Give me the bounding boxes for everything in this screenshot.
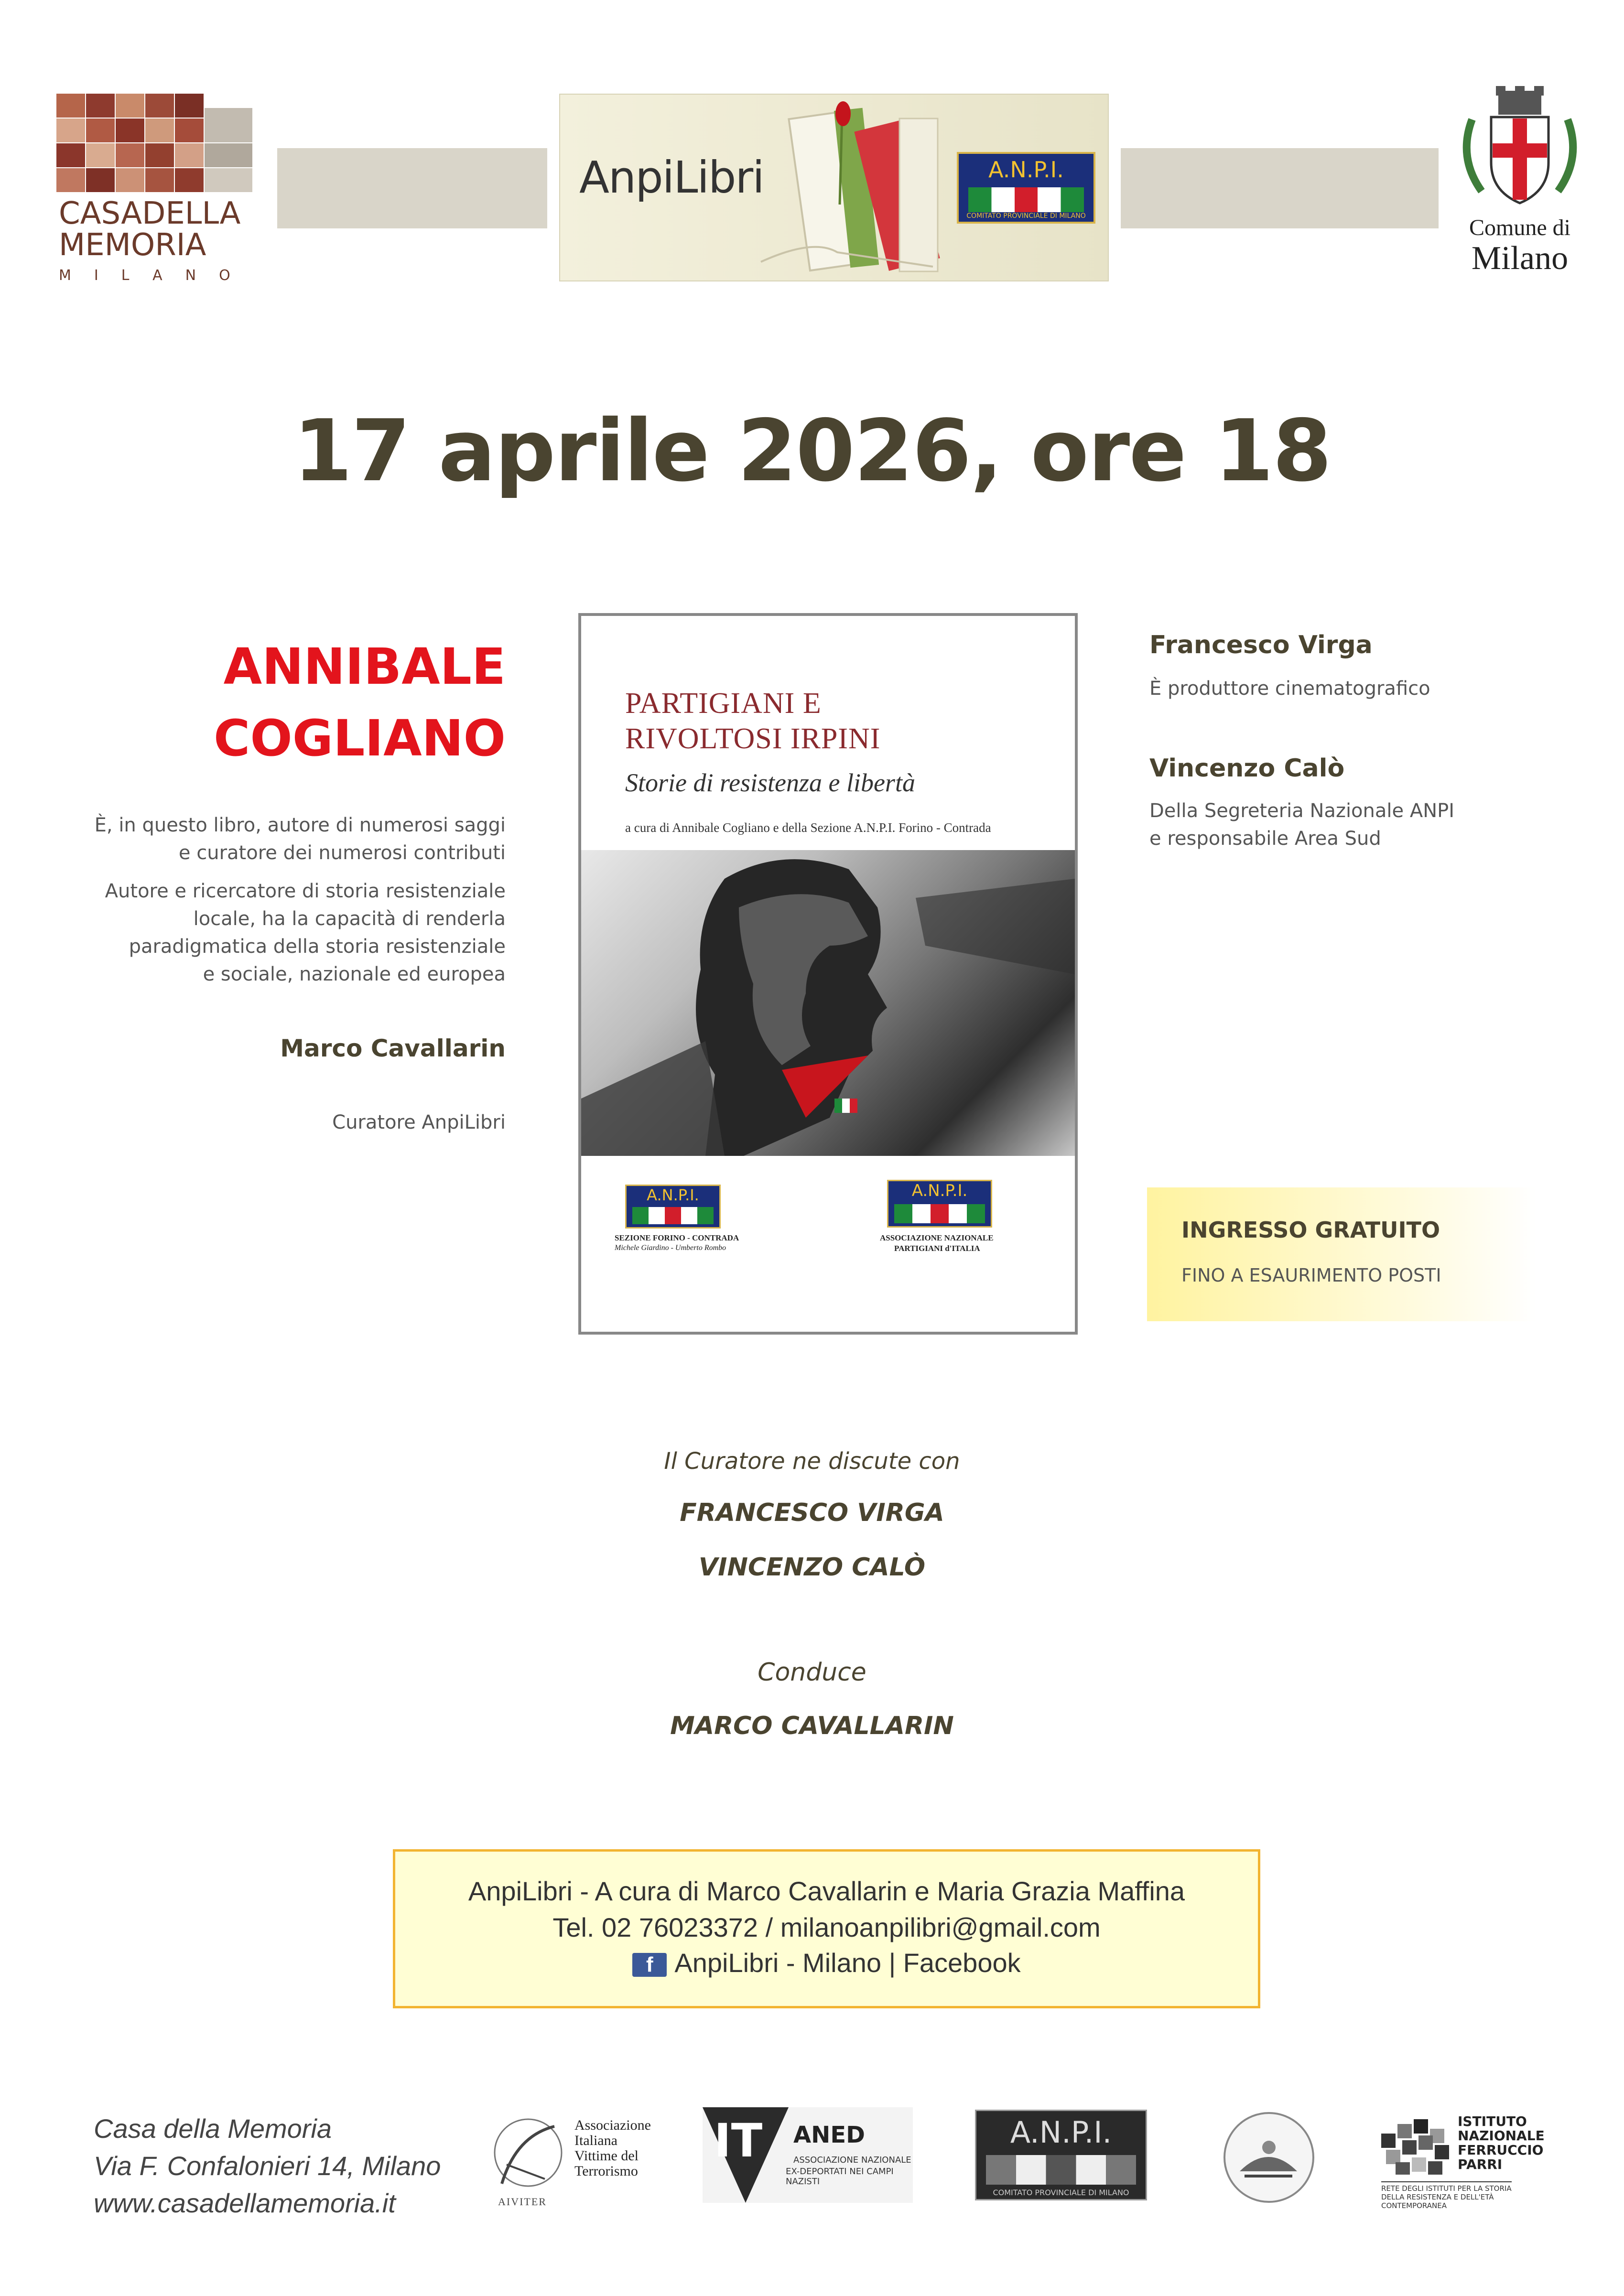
footer-address-2: Via F. Confalonieri 14, Milano bbox=[94, 2151, 441, 2181]
parri-s3: CONTEMPORANEA bbox=[1381, 2201, 1447, 2210]
anpi-footer-logo bbox=[975, 2110, 1147, 2200]
casa-mosaic-icon bbox=[56, 94, 262, 285]
book-subtitle: Storie di resistenza e libertà bbox=[625, 768, 915, 797]
aned-name: ANED bbox=[793, 2122, 865, 2148]
anpilibri-banner bbox=[559, 94, 1109, 281]
facebook-link[interactable]: AnpiLibri - Milano | Facebook bbox=[674, 1948, 1021, 1978]
speaker-desc-2-line1: Della Segreteria Nazionale ANPI bbox=[1149, 800, 1455, 822]
tricolor-stripe-left bbox=[632, 1207, 714, 1224]
comune-di-milano-logo bbox=[1453, 81, 1587, 282]
book-anpi-left-label: A.N.P.I. bbox=[647, 1186, 699, 1204]
book-caption-left-1: SEZIONE FORINO - CONTRADA bbox=[615, 1233, 739, 1242]
aiviter-logo bbox=[487, 2102, 660, 2215]
author-name-line1: ANNIBALE bbox=[223, 637, 506, 696]
author-description-1 bbox=[95, 811, 506, 867]
istituto-parri-logo bbox=[1381, 2113, 1545, 2210]
contact-line-3[interactable] bbox=[395, 1947, 1258, 1978]
curator-role: Curatore AnpiLibri bbox=[332, 1111, 506, 1133]
entry-subtitle: FINO A ESAURIMENTO POSTI bbox=[1181, 1265, 1441, 1286]
comune-line2: Milano bbox=[1471, 240, 1569, 277]
author-desc1-line1: È, in questo libro, autore di numerosi saggi bbox=[94, 814, 506, 836]
banner-anpi-sub: COMITATO PROVINCIALE DI MILANO bbox=[966, 212, 1086, 220]
casa-logo-line1: CASADELLA bbox=[59, 196, 241, 231]
contact-line-2[interactable]: Tel. 02 76023372 / milanoanpilibri@gmail.com bbox=[552, 1912, 1101, 1942]
books-icon bbox=[742, 95, 942, 281]
speaker-desc-1: È produttore cinematografico bbox=[1149, 678, 1430, 700]
book-cover-illustration bbox=[581, 850, 1075, 1156]
parri-name bbox=[1458, 2114, 1545, 2172]
book-caption-left-2: Michele Giardino - Umberto Rombo bbox=[615, 1244, 726, 1252]
aiviter-l4: Terrorismo bbox=[574, 2163, 638, 2179]
footer-address-1: Casa della Memoria bbox=[94, 2113, 332, 2144]
aned-it: IT bbox=[714, 2114, 763, 2167]
book-editors: a cura di Annibale Cogliano e della Sezione A.N.P.I. Forino - Contrada bbox=[625, 820, 991, 835]
aned-sub-2: EX-DEPORTATI NEI CAMPI NAZISTI bbox=[786, 2167, 894, 2187]
event-date-title: 17 aprile 2026, ore 18 bbox=[293, 401, 1331, 500]
parri-l3: FERRUCCIO bbox=[1458, 2142, 1544, 2158]
partisan-portrait-icon bbox=[581, 850, 1075, 1156]
speaker-name-1: Francesco Virga bbox=[1149, 631, 1373, 659]
author-desc2-line3: paradigmatica della storia resistenziale bbox=[129, 936, 506, 958]
aiviter-brand: AIVITER bbox=[498, 2196, 547, 2208]
parri-l2: NAZIONALE bbox=[1458, 2128, 1545, 2144]
program-intro: Il Curatore ne discute con bbox=[664, 1448, 960, 1475]
book-title-line2: RIVOLTOSI IRPINI bbox=[625, 722, 881, 755]
aned-sub-1: ASSOCIAZIONE NAZIONALE bbox=[793, 2155, 911, 2165]
banner-title: AnpiLibri bbox=[579, 152, 764, 203]
program-guest-2: VINCENZO CALÒ bbox=[698, 1553, 926, 1582]
program-host: MARCO CAVALLARIN bbox=[670, 1712, 954, 1740]
aned-logo bbox=[703, 2107, 913, 2203]
book-caption-right-1: ASSOCIAZIONE NAZIONALE bbox=[880, 1233, 994, 1242]
entry-box bbox=[1147, 1187, 1537, 1321]
parri-mosaic-icon bbox=[1381, 2119, 1453, 2177]
curator-name: Marco Cavallarin bbox=[280, 1035, 506, 1062]
casa-logo-line2: MEMORIA bbox=[59, 227, 206, 263]
author-name-line2: COGLIANO bbox=[214, 709, 506, 767]
aiviter-l1: Associazione bbox=[574, 2117, 651, 2133]
anpi-footer-sub: COMITATO PROVINCIALE DI MILANO bbox=[993, 2188, 1129, 2197]
parri-l1: ISTITUTO bbox=[1458, 2113, 1527, 2129]
parri-s1: RETE DEGLI ISTITUTI PER LA STORIA bbox=[1381, 2184, 1512, 2193]
contact-box bbox=[393, 1849, 1260, 2008]
author-name bbox=[214, 631, 506, 774]
facebook-icon[interactable]: f bbox=[632, 1953, 667, 1977]
author-desc2-line2: locale, ha la capacità di renderla bbox=[193, 908, 506, 930]
aiviter-l2: Italiana bbox=[574, 2133, 617, 2148]
speaker-desc-2-line2: e responsabile Area Sud bbox=[1149, 828, 1381, 850]
book-title-line1: PARTIGIANI E bbox=[625, 687, 822, 720]
aiviter-l3: Vittime del bbox=[574, 2148, 639, 2164]
book-cover bbox=[578, 613, 1078, 1335]
tricolor-stripe bbox=[968, 187, 1084, 212]
comune-line1: Comune di bbox=[1469, 215, 1570, 240]
author-desc2-line1: Autore e ricercatore di storia resistenziale bbox=[105, 880, 506, 902]
tricolor-stripe-right bbox=[894, 1204, 985, 1223]
program-host-label: Conduce bbox=[758, 1658, 866, 1687]
author-desc1-line2: e curatore dei numerosi contributi bbox=[178, 842, 506, 864]
banner-anpi-badge bbox=[957, 152, 1095, 224]
parri-l4: PARRI bbox=[1458, 2156, 1503, 2172]
parri-sub bbox=[1381, 2181, 1512, 2210]
parri-s2: DELLA RESISTENZA E DELL'ETÀ bbox=[1381, 2193, 1494, 2201]
author-desc2-line4: e sociale, nazionale ed europea bbox=[203, 963, 506, 985]
anpi-footer-stripe bbox=[986, 2155, 1136, 2185]
book-anpi-badge-right bbox=[887, 1180, 992, 1228]
seal-emblem-icon bbox=[1225, 2114, 1312, 2201]
header-band-right bbox=[1121, 148, 1439, 228]
header-band-left bbox=[277, 148, 547, 228]
entry-title: INGRESSO GRATUITO bbox=[1181, 1217, 1440, 1243]
author-description-2 bbox=[105, 877, 506, 988]
casa-della-memoria-logo bbox=[56, 94, 262, 285]
book-caption-right-2: PARTIGIANI d'ITALIA bbox=[894, 1244, 980, 1253]
casa-logo-line3: MILANO bbox=[59, 267, 253, 284]
milano-crest-icon bbox=[1453, 81, 1587, 210]
association-seal-logo bbox=[1223, 2112, 1314, 2203]
book-anpi-badge-left bbox=[625, 1185, 721, 1229]
anpi-footer-name: A.N.P.I. bbox=[1010, 2115, 1112, 2150]
contact-line-1: AnpiLibri - A cura di Marco Cavallarin e Maria Grazia Maffina bbox=[468, 1876, 1185, 1906]
aiviter-text bbox=[574, 2118, 651, 2179]
book-anpi-right-label: A.N.P.I. bbox=[911, 1181, 968, 1200]
program-guest-1: FRANCESCO VIRGA bbox=[680, 1498, 944, 1527]
aiviter-emblem-icon bbox=[487, 2107, 569, 2208]
footer-website[interactable]: www.casadellamemoria.it bbox=[94, 2188, 396, 2218]
banner-anpi-label: A.N.P.I. bbox=[988, 157, 1064, 183]
speaker-desc-2 bbox=[1149, 797, 1454, 852]
speaker-name-2: Vincenzo Calò bbox=[1149, 754, 1345, 783]
